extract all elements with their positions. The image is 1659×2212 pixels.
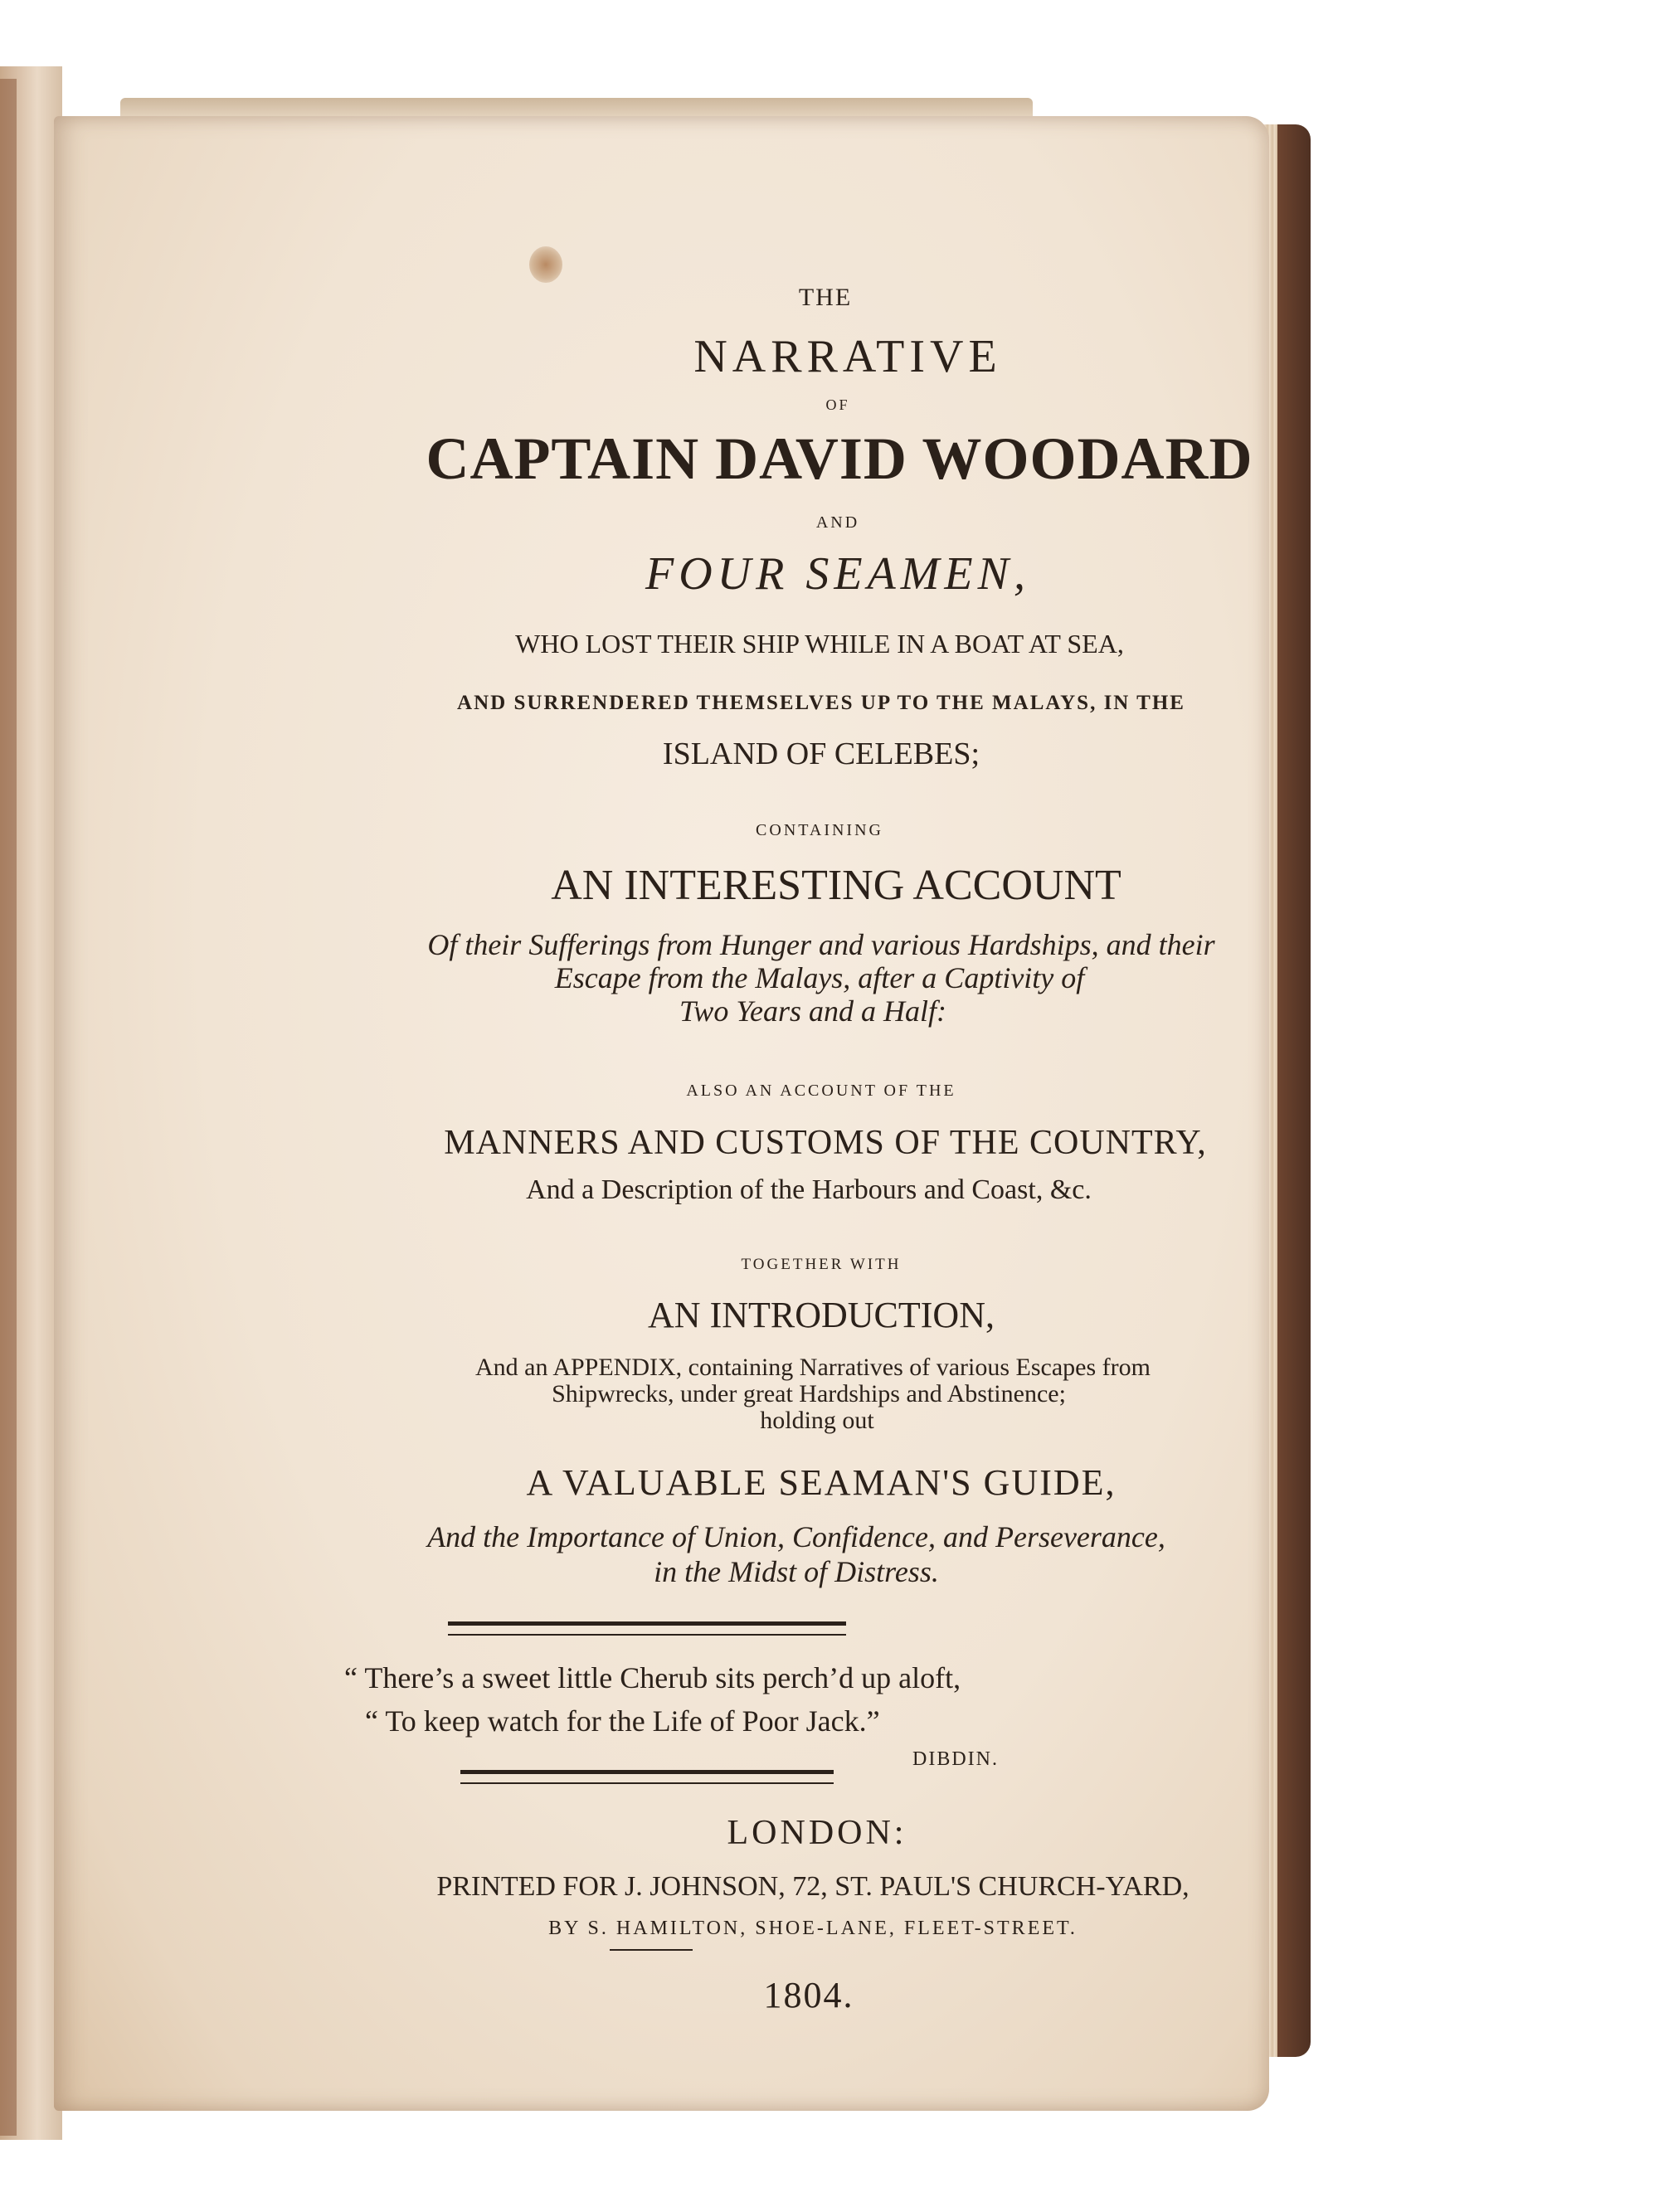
importance-line-2: in the Midst of Distress. bbox=[654, 1555, 939, 1588]
title-and: AND bbox=[815, 513, 860, 532]
year-rule bbox=[610, 1949, 693, 1952]
harbours-description: And a Description of the Harbours and Coast, &c. bbox=[526, 1174, 1092, 1205]
sufferings-line-1: Of their Sufferings from Hunger and various Hardships, and their bbox=[427, 928, 1215, 961]
title-of: OF bbox=[825, 396, 850, 413]
label-also-account: ALSO AN ACCOUNT OF THE bbox=[686, 1082, 956, 1100]
heading-manners: MANNERS AND CUSTOMS OF THE COUNTRY, bbox=[444, 1124, 1207, 1162]
epigraph-line-2: “ To keep watch for the Life of Poor Jack.” bbox=[365, 1704, 880, 1738]
imprint-city: LONDON: bbox=[727, 1814, 907, 1852]
double-rule-bottom bbox=[460, 1770, 834, 1784]
heading-seamans-guide: A VALUABLE SEAMAN'S GUIDE, bbox=[526, 1462, 1117, 1503]
subtitle-island: ISLAND OF CELEBES; bbox=[662, 737, 980, 771]
epigraph-author: DIBDIN. bbox=[912, 1748, 999, 1770]
foxing-stain bbox=[529, 246, 562, 283]
heading-interesting-account: AN INTERESTING ACCOUNT bbox=[551, 862, 1121, 909]
heading-introduction: AN INTRODUCTION, bbox=[648, 1295, 995, 1335]
appendix-line-2: Shipwrecks, under great Hardships and Abstinence; bbox=[552, 1380, 1066, 1407]
sufferings-line-3: Two Years and a Half: bbox=[679, 994, 947, 1028]
title-captain: CAPTAIN DAVID WOODARD bbox=[426, 425, 1253, 492]
label-containing: CONTAINING bbox=[756, 821, 883, 839]
subtitle-lost-ship: WHO LOST THEIR SHIP WHILE IN A BOAT AT SEA, bbox=[515, 629, 1124, 659]
double-rule-top bbox=[448, 1621, 846, 1636]
title-the: THE bbox=[798, 284, 853, 311]
appendix-line-1: And an APPENDIX, containing Narratives of various Escapes from bbox=[475, 1354, 1151, 1381]
title-page bbox=[54, 116, 1269, 2111]
epigraph-line-1: “ There’s a sweet little Cherub sits perch’d up aloft, bbox=[344, 1661, 961, 1694]
subtitle-surrendered: AND SURRENDERED THEMSELVES UP TO THE MALAYS, IN THE bbox=[457, 692, 1185, 714]
imprint-printed-for: PRINTED FOR J. JOHNSON, 72, ST. PAUL'S CHURCH-YARD, bbox=[436, 1871, 1190, 1902]
appendix-holding-out: holding out bbox=[760, 1407, 874, 1434]
imprint-printer: BY S. HAMILTON, SHOE-LANE, FLEET-STREET. bbox=[548, 1918, 1078, 1939]
title-four-seamen: FOUR SEAMEN, bbox=[645, 548, 1030, 600]
imprint-year: 1804. bbox=[763, 1975, 854, 2015]
title-narrative: NARRATIVE bbox=[693, 331, 1002, 382]
sufferings-line-2: Escape from the Malays, after a Captivity of bbox=[554, 961, 1085, 994]
importance-line-1: And the Importance of Union, Confidence, and Perseverance, bbox=[427, 1520, 1165, 1553]
label-together-with: TOGETHER WITH bbox=[741, 1256, 902, 1273]
